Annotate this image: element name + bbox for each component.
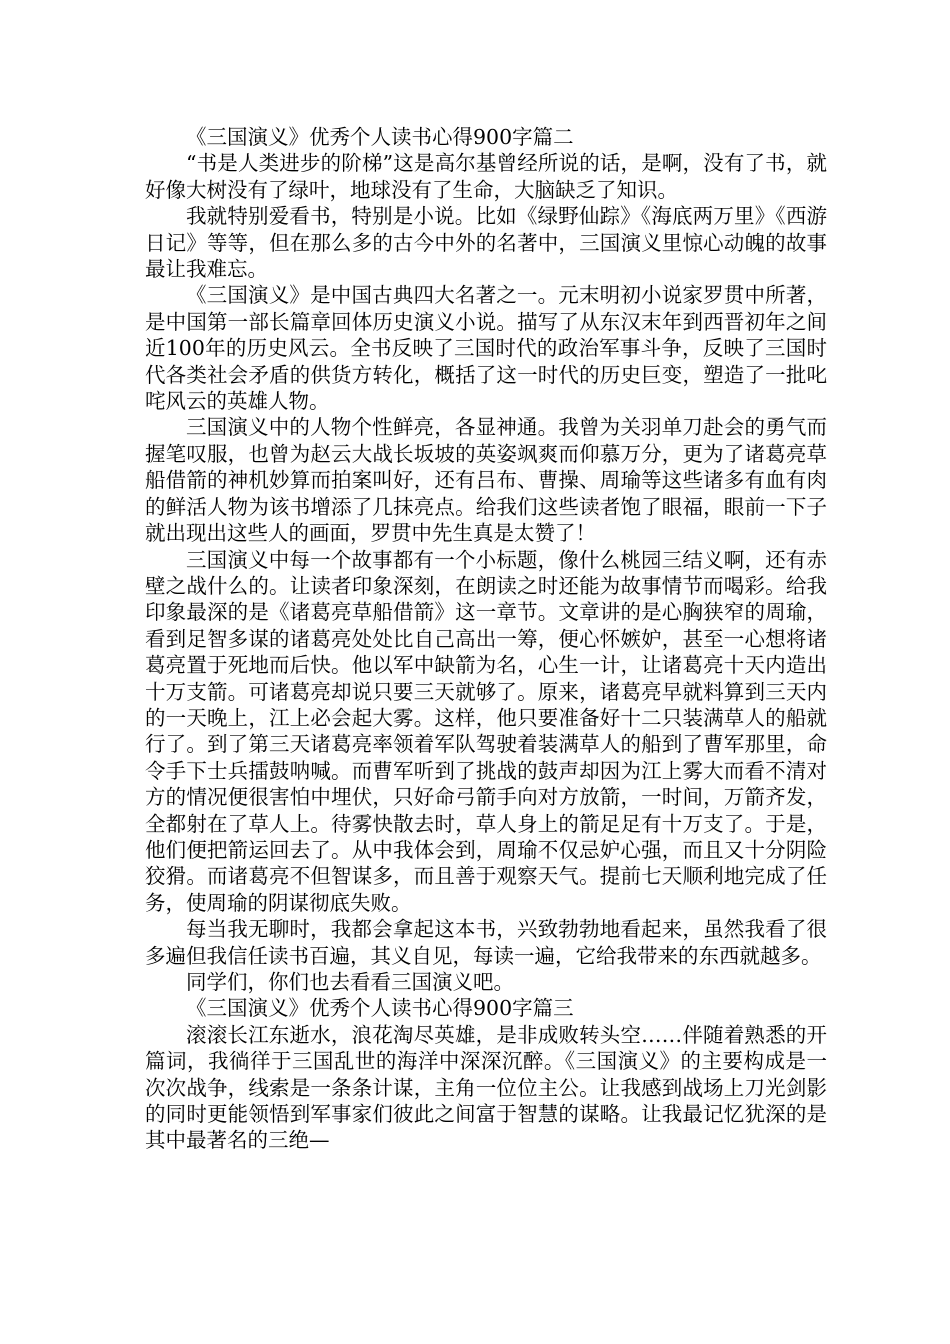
paragraph-book-intro: 《三国演义》是中国古典四大名著之一。元末明初小说家罗贯中所著，是中国第一部长篇章回体历史演义小说。描写了从东汉末年到西晋初年之间近100年的历史风云。全书反映了三国时代的政治军事斗争，反映了三国时代各类社会矛盾的供货方转化，概括了这一时代的历史巨变，塑造了一批叱咤风云的英雄人物。	[145, 283, 827, 414]
paragraph-recommendation: 同学们，你们也去看看三国演义吧。	[186, 970, 514, 994]
paragraph-gorky-quote: “书是人类进步的阶梯”这是高尔基曾经所说的话，是啊，没有了书，就好像大树没有了绿叶，地球没有了生命，大脑缺乏了知识。	[145, 151, 827, 202]
paragraph-borrowing-arrows: 三国演义中每一个故事都有一个小标题，像什么桃园三结义啊，还有赤壁之战什么的。让读者印象深刻，在朗读之时还能为故事情节而喝彩。给我印象最深的是《诸葛亮草船借箭》这一章节。文章讲的是心胸狭窄的周瑜，看到足智多谋的诸葛亮处处比自己高出一筹，便心怀嫉妒，甚至一心想将诸葛亮置于死地而后快。他以军中缺箭为名，心生一计，让诸葛亮十天内造出十万支箭。可诸葛亮却说只要三天就够了。原来，诸葛亮早就料算到三天内的一天晚上，江上必会起大雾。这样，他只要准备好十二只装满草人的船就行了。到了第三天诸葛亮率领着军队驾驶着装满草人的船到了曹军那里，命令手下士兵擂鼓呐喊。而曹军听到了挑战的鼓声却因为江上雾大而看不清对方的情况便很害怕中埋伏，只好命弓箭手向对方放箭，一时间，万箭齐发，全都射在了草人上。待雾快散去时，草人身上的箭足足有十万支了。于是，他们便把箭运回去了。从中我体会到，周瑜不仅忌妒心强，而且又十分阴险狡猾。而诸葛亮不但智谋多，而且善于观察天气。提前七天顺利地完成了任务，使周瑜的阴谋彻底失败。	[145, 547, 827, 915]
section-heading-part2: 《三国演义》优秀个人读书心得900字篇二	[186, 125, 574, 149]
paragraph-love-reading: 我就特别爱看书，特别是小说。比如《绿野仙踪》《海底两万里》《西游日记》等等，但在那么多的古今中外的名著中，三国演义里惊心动魄的故事最让我难忘。	[145, 204, 827, 282]
paragraph-rereading: 每当我无聊时，我都会拿起这本书，兴致勃勃地看起来，虽然我看了很多遍但我信任读书百遍，其义自见，每读一遍，它给我带来的东西就越多。	[145, 917, 827, 968]
section-heading-part3: 《三国演义》优秀个人读书心得900字篇三	[186, 996, 574, 1021]
paragraph-opening-poem: 滚滚长江东逝水，浪花淘尽英雄，是非成败转头空……伴随着熟悉的开篇词，我徜徉于三国乱世的海洋中深深沉醉。《三国演义》的主要构成是一次次战争，线索是一条条计谋，主角一位位主公。让我感到战场上刀光剑影的同时更能领悟到军事家们彼此之间富于智慧的谋略。让我最记忆犹深的是其中最著名的三绝—	[145, 1022, 827, 1153]
paragraph-characters: 三国演义中的人物个性鲜亮，各显神通。我曾为关羽单刀赴会的勇气而握笔叹服，也曾为赵云大战长坂坡的英姿飒爽而仰慕万分，更为了诸葛亮草船借箭的神机妙算而拍案叫好，还有吕布、曹操、周瑜等这些诸多有血有肉的鲜活人物为该书增添了几抹亮点。给我们这些读者饱了眼福，眼前一下子就出现出这些人的画面，罗贯中先生真是太赞了！	[145, 415, 827, 546]
document-page	[145, 124, 827, 1154]
